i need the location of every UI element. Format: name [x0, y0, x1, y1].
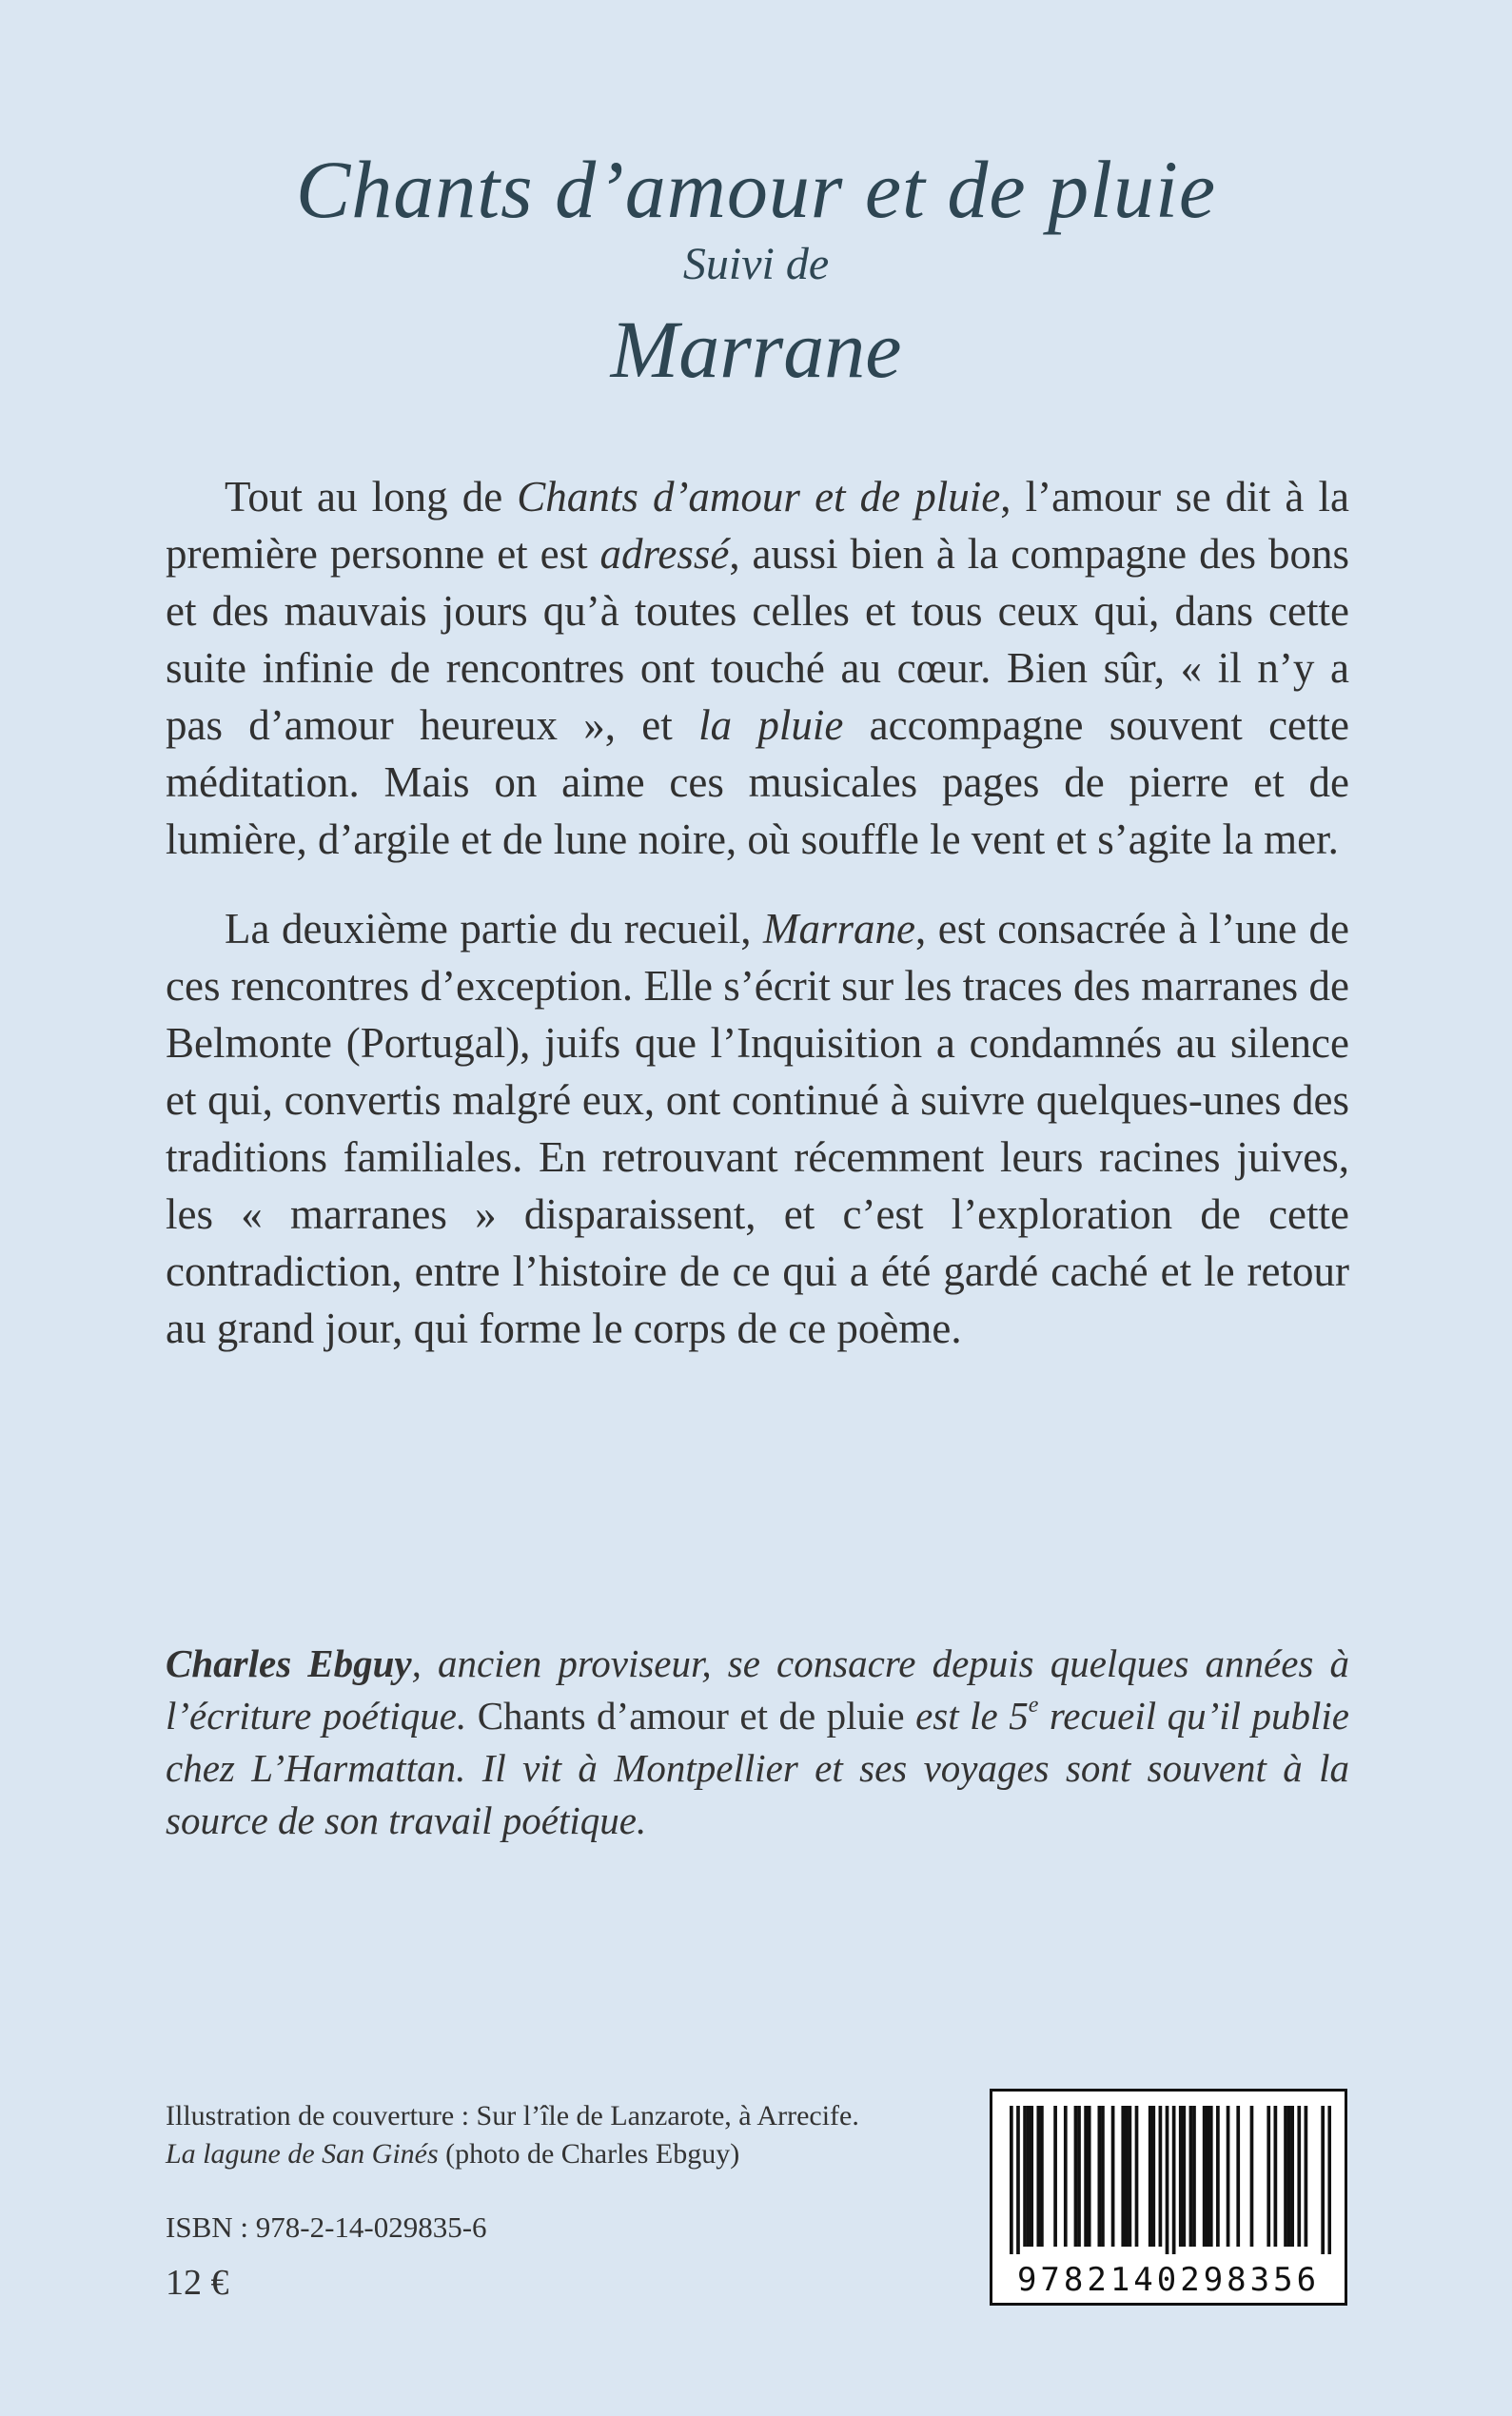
barcode-bar	[1182, 2106, 1186, 2247]
barcode-bars	[1010, 2106, 1331, 2254]
barcode-bar	[1305, 2106, 1308, 2247]
barcode-bar	[1216, 2106, 1220, 2247]
barcode-bar	[1016, 2106, 1020, 2254]
p1-intro: Tout au long de	[225, 473, 518, 521]
barcode-bar	[1267, 2106, 1270, 2247]
barcode-bar	[1088, 2106, 1091, 2247]
barcode-bar	[1040, 2106, 1044, 2247]
barcode-bar	[1250, 2106, 1254, 2247]
p1-italic-word: adressé	[599, 530, 730, 578]
barcode-bar	[1284, 2106, 1287, 2247]
barcode-bar	[1321, 2106, 1325, 2254]
bio-superscript: e	[1028, 1693, 1039, 1718]
credits-photo-author: (photo de Charles Ebguy)	[438, 2138, 740, 2170]
barcode-bar	[1179, 2106, 1183, 2247]
barcode-bar	[1203, 2106, 1207, 2247]
price: 12 €	[166, 2263, 229, 2303]
p2-rest: , est consacrée à l’une de ces rencontres d’exception. Elle s’écrit sur les traces des marranes de Belmonte (Portugal), juifs que l’Inquisition a condamnés au silence et qui, convertis malgré eux, ont continué à suivre quelques-unes des traditions familiales. En retrouvant récemment leurs racines juives, les « marranes » disparaissent, et c’est l’exploration de cette contradiction, entre l’histoire de ce qui a été gardé caché et le retour au grand jour, qui forme le corps de ce poème.	[166, 905, 1350, 1352]
barcode-bar	[1101, 2106, 1105, 2247]
p1-middle: , aussi bien à la compagne des bons et des mauvais jours qu’à toutes celles et tous ceux qui, dans cette suite infinie de rencontres ont touché au cœur. Bien sûr, « il n’y a pas d’amour heureux », et	[166, 530, 1350, 749]
barcode-bar	[1327, 2106, 1331, 2254]
barcode-bar	[1236, 2106, 1240, 2247]
barcode-bar	[1027, 2106, 1031, 2247]
barcode-bar	[1023, 2106, 1027, 2247]
subtitle: Suivi de	[682, 239, 830, 289]
barcode-digits: 9782140298356	[1016, 2261, 1321, 2299]
credits-photo-title: La lagune de San Ginés	[166, 2138, 439, 2170]
bio-part-b: est le 5	[904, 1694, 1029, 1738]
barcode-bar	[1030, 2106, 1033, 2247]
barcode-bar	[1290, 2106, 1294, 2247]
summary-paragraph-2	[166, 900, 1349, 1357]
credits-line-2	[166, 2135, 946, 2173]
barcode-bar	[1209, 2106, 1213, 2247]
barcode-bar	[1159, 2106, 1163, 2247]
p1-end: accompagne souvent cette méditation. Mais on aime ces musicales pages de pierre et de lumière, d’argile et de lune noire, où souffle le vent et s’agite la mer.	[166, 701, 1350, 863]
barcode-bar	[1274, 2106, 1278, 2247]
barcode-bar	[1189, 2106, 1193, 2247]
barcode-bar	[1206, 2106, 1209, 2247]
barcode-bar	[1084, 2106, 1088, 2247]
author-bio	[166, 1638, 1349, 1847]
barcode-bar	[1129, 2106, 1132, 2247]
barcode-bar	[1053, 2106, 1057, 2247]
barcode-bar	[1125, 2106, 1129, 2247]
summary-paragraph-1	[166, 468, 1349, 868]
barcode-bar	[1121, 2106, 1125, 2247]
barcode-bar	[1166, 2106, 1169, 2254]
barcode-bar	[1151, 2106, 1155, 2247]
barcode-bar	[1036, 2106, 1040, 2247]
barcode-bar	[1098, 2106, 1102, 2247]
p1-title-ref: Chants d’amour et de pluie	[517, 473, 1001, 521]
summary-text	[166, 468, 1349, 1389]
main-title: Chants d’amour et de pluie	[295, 144, 1217, 235]
barcode-bar	[1297, 2106, 1301, 2247]
barcode-bar	[1227, 2106, 1230, 2247]
credits-line-1: Illustration de couverture : Sur l’île de Lanzarote, à Arrecife.	[166, 2100, 859, 2131]
bio-part-c: recueil qu’il publie chez L’Harmattan. Il vit à Montpellier et ses voyages sont souvent à la source de son travail poétique.	[166, 1694, 1349, 1842]
bio-part-a: , ancien proviseur, se consacre depuis quelques années à l’écriture poétique.	[166, 1641, 1349, 1738]
barcode-bar	[1064, 2106, 1068, 2247]
isbn: ISBN : 978-2-14-029835-6	[166, 2210, 487, 2244]
author-name: Charles Ebguy	[166, 1641, 412, 1685]
barcode-bar	[1287, 2106, 1291, 2247]
illustration-credits	[166, 2097, 946, 2173]
barcode-bar	[1192, 2106, 1196, 2247]
barcode-bar	[1010, 2106, 1013, 2254]
barcode-bar	[1111, 2106, 1115, 2247]
second-title: Marrane	[610, 304, 902, 395]
barcode-bar	[1074, 2106, 1078, 2247]
barcode-bar	[1172, 2106, 1176, 2254]
barcode	[990, 2089, 1347, 2306]
bio-book-title: Chants d’amour et de pluie	[477, 1694, 905, 1738]
p1-after-title: , l’amour se dit à la première personne et est	[166, 473, 1350, 578]
p1-rain: la pluie	[698, 701, 844, 749]
p2-title-ref: Marrane	[763, 905, 915, 953]
barcode-bar	[1149, 2106, 1152, 2247]
barcode-bar	[1135, 2106, 1139, 2247]
barcode-bar	[1077, 2106, 1081, 2247]
p2-intro: La deuxième partie du recueil,	[225, 905, 763, 953]
